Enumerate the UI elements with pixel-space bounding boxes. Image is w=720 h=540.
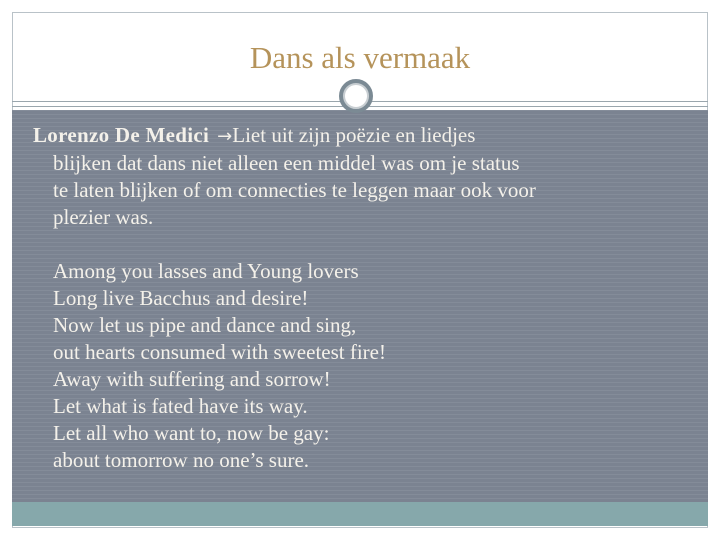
- intro-line: plezier was.: [53, 205, 154, 229]
- slide-title: Dans als vermaak: [249, 40, 471, 75]
- poem-line: Away with suffering and sorrow!: [53, 367, 331, 391]
- body-text: [33, 122, 688, 474]
- poem-line: Among you lasses and Young lovers: [53, 259, 359, 283]
- footer-bar: [12, 502, 708, 526]
- intro-line: te laten blijken of om connecties te leggen maar ook voor: [53, 178, 536, 202]
- poem-line: Long live Bacchus and desire!: [53, 286, 309, 310]
- intro-paragraph: [33, 122, 688, 231]
- poem-line: Now let us pipe and dance and sing,: [53, 313, 357, 337]
- right-arrow-icon: →: [217, 126, 233, 147]
- intro-line: blijken dat dans niet alleen een middel was om je status: [53, 151, 520, 175]
- poem-line: out hearts consumed with sweetest fire!: [53, 340, 386, 364]
- circle-ornament-ring: [343, 83, 369, 109]
- speaker-name: Lorenzo De Medici: [33, 123, 210, 147]
- poem-line: Let what is fated have its way.: [53, 394, 308, 418]
- poem-line: Let all who want to, now be gay:: [53, 421, 330, 445]
- intro-line: [33, 122, 688, 150]
- intro-line-text: Liet uit zijn poëzie en liedjes: [232, 123, 476, 147]
- poem: [33, 258, 688, 474]
- poem-line: about tomorrow no one’s sure.: [53, 448, 310, 472]
